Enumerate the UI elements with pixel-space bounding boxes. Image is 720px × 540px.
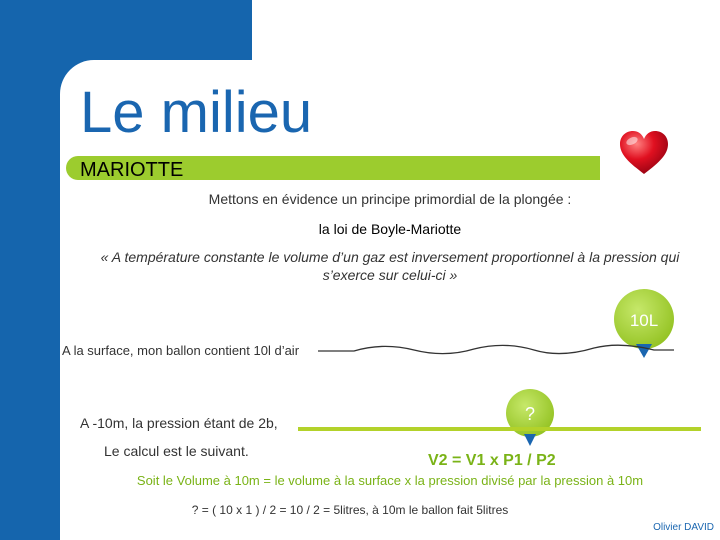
bubble-depth <box>500 388 560 450</box>
depth-line <box>298 427 701 431</box>
depth-text: A -10m, la pression étant de 2b, <box>80 415 278 431</box>
slide-subtitle: MARIOTTE <box>80 159 184 181</box>
bubble-depth-label: ? <box>524 404 536 424</box>
water-surface-wave <box>318 336 674 360</box>
bubble-surface-label: 10L <box>629 311 659 330</box>
intro-text: Mettons en évidence un principe primordial de la plongée : <box>208 191 572 207</box>
author-name: Olivier DAVID <box>653 522 714 533</box>
result-text: ? = ( 10 x 1 ) / 2 = 10 / 2 = 5litres, à 10m le ballon fait 5litres <box>191 503 509 517</box>
explanation-text: Soit le Volume à 10m = le volume à la surface x la pression divisé par la pression à 10m <box>136 473 644 488</box>
heart-icon <box>618 130 670 176</box>
formula: V2 = V1 x P1 / P2 <box>428 452 556 469</box>
law-name: la loi de Boyle-Mariotte <box>318 221 462 237</box>
surface-text: A la surface, mon ballon contient 10l d’air <box>62 343 300 358</box>
law-quote: « A température constante le volume d’un gaz est inversement proportionnel à la pression qui s’exerce sur celui-ci » <box>100 249 680 283</box>
slide-title: Le milieu <box>80 80 313 145</box>
calc-intro-text: Le calcul est le suivant. <box>104 443 249 459</box>
